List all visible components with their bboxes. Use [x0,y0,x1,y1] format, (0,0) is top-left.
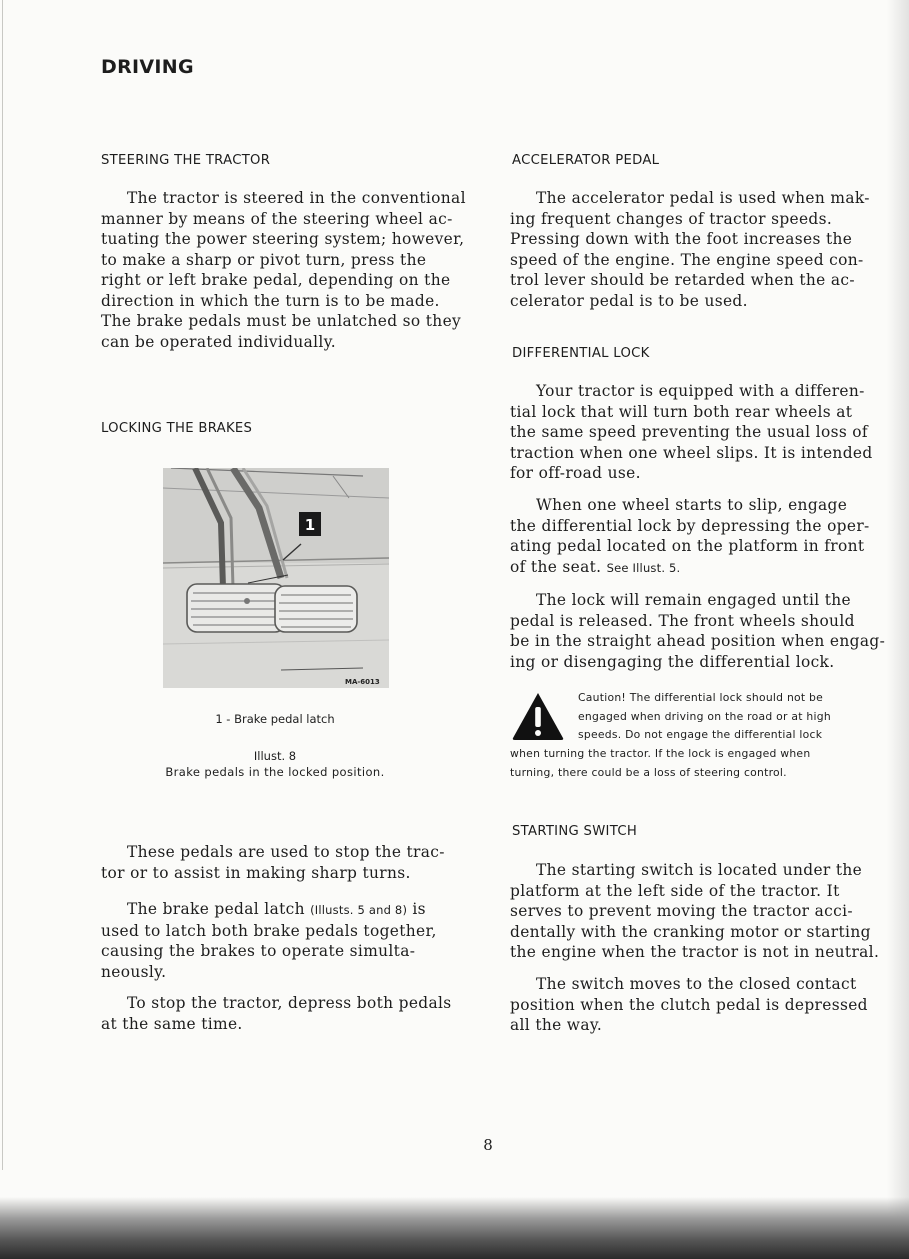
warning-triangle-icon [510,690,566,746]
brake-latch-paragraph [101,899,496,982]
text-line: can be operated individually. [101,332,336,351]
text-line: These pedals are used to stop the trac- [127,843,445,861]
section-heading-differential: DIFFERENTIAL LOCK [512,346,650,361]
figure-code: MA-6013 [345,678,380,686]
caution-line: Caution! The differential lock should not be [578,691,824,704]
text-line: The lock will remain engaged until the [536,591,852,609]
text-line: right or left brake pedal, depending on the [101,271,451,289]
text-line: trol lever should be retarded when the ac- [510,271,855,289]
illustration-label: Illust. 8 [253,749,297,763]
illustration-reference: (Illusts. 5 and 8) [310,903,408,917]
stop-tractor-paragraph [101,993,496,1034]
caution-text-bottom [510,745,895,782]
section-heading-locking-brakes: LOCKING THE BRAKES [101,421,253,436]
caution-line: engaged when driving on the road or at high [578,709,831,723]
section-heading-starting-switch: STARTING SWITCH [512,824,638,839]
differential-engage-paragraph [510,495,895,578]
figure-item-caption: 1 - Brake pedal latch [215,712,335,726]
page-edge [2,0,3,1170]
text-line: tuating the power steering system; however, [101,230,465,248]
text-line: traction when one wheel slips. It is intended [510,443,873,462]
caution-line: when turning the tractor. If the lock is engaged when [510,747,811,760]
text-line: used to latch both brake pedals together, [101,921,437,940]
text-line: neously. [101,962,167,981]
brake-pedals-photo [163,468,389,688]
page-number: 8 [483,1136,493,1154]
brake-pedals-illustration [163,468,389,688]
section-heading-steering: STEERING THE TRACTOR [101,153,271,168]
text-line: When one wheel starts to slip, engage [536,496,848,514]
caution-line: speeds. Do not engage the differential lock [578,728,823,741]
text-line: tial lock that will turn both rear wheels at [510,402,853,421]
text-line: The tractor is steered in the conventional [127,189,466,207]
text-line: causing the brakes to operate simulta- [101,942,416,960]
text-line: Your tractor is equipped with a differen- [536,382,865,400]
caution-line: turning, there could be a loss of steering control. [510,765,787,779]
switch-contact-paragraph [510,974,895,1036]
text-line: direction in which the turn is to be made. [101,291,440,310]
caution-text-top [578,689,888,745]
text-fragment: of the seat. [510,557,607,576]
text-line: Pressing down with the foot increases the [510,230,853,248]
text-line: To stop the tractor, depress both pedals [127,994,452,1012]
text-line: to make a sharp or pivot turn, press the [101,250,427,269]
brake-usage-paragraph [101,842,496,883]
callout-label: 1 [304,516,316,534]
text-line: position when the clutch pedal is depressed [510,995,868,1014]
text-line: platform at the left side of the tractor. It [510,881,840,900]
text-line: ing or disengaging the differential lock. [510,652,835,671]
text-line: dentally with the cranking motor or starting [510,922,871,941]
text-line: speed of the engine. The engine speed con- [510,250,864,269]
text-line: the engine when the tractor is not in neutral. [510,943,880,961]
text-line: ing frequent changes of tractor speeds. [510,209,833,228]
illustration-description: Brake pedals in the locked position. [165,765,385,779]
illustration-reference: See Illust. 5. [606,560,681,575]
text-line: tor or to assist in making sharp turns. [101,863,411,882]
left-brake-pedal [187,584,285,632]
steering-paragraph [101,188,496,352]
text-line: be in the straight ahead position when engag- [510,632,886,650]
text-line: all the way. [510,1016,603,1034]
text-fragment: is [407,900,426,918]
text-line: The brake pedals must be unlatched so they [101,312,462,330]
text-line: at the same time. [101,1014,243,1033]
accelerator-paragraph [510,188,895,311]
text-line: The accelerator pedal is used when mak- [536,189,870,207]
scan-bottom-shadow [0,1197,909,1259]
section-heading-accelerator: ACCELERATOR PEDAL [512,153,660,168]
text-line: celerator pedal is to be used. [510,291,748,310]
starting-switch-paragraph [510,860,895,963]
page-title: DRIVING [101,56,194,78]
text-line: The starting switch is located under the [536,861,863,879]
text-line: ating pedal located on the platform in front [510,537,865,555]
right-brake-pedal [275,586,357,632]
text-line: serves to prevent moving the tractor acci- [510,902,853,920]
text-line: the differential lock by depressing the oper- [510,516,870,535]
text-fragment: The brake pedal latch [127,900,311,918]
text-line: the same speed preventing the usual loss of [510,423,868,441]
text-line: for off-road use. [510,464,641,482]
differential-release-paragraph [510,590,895,672]
text-line: manner by means of the steering wheel ac- [101,209,453,228]
text-line: The switch moves to the closed contact [536,975,857,993]
text-line: pedal is released. The front wheels should [510,611,855,630]
differential-intro-paragraph [510,381,895,484]
